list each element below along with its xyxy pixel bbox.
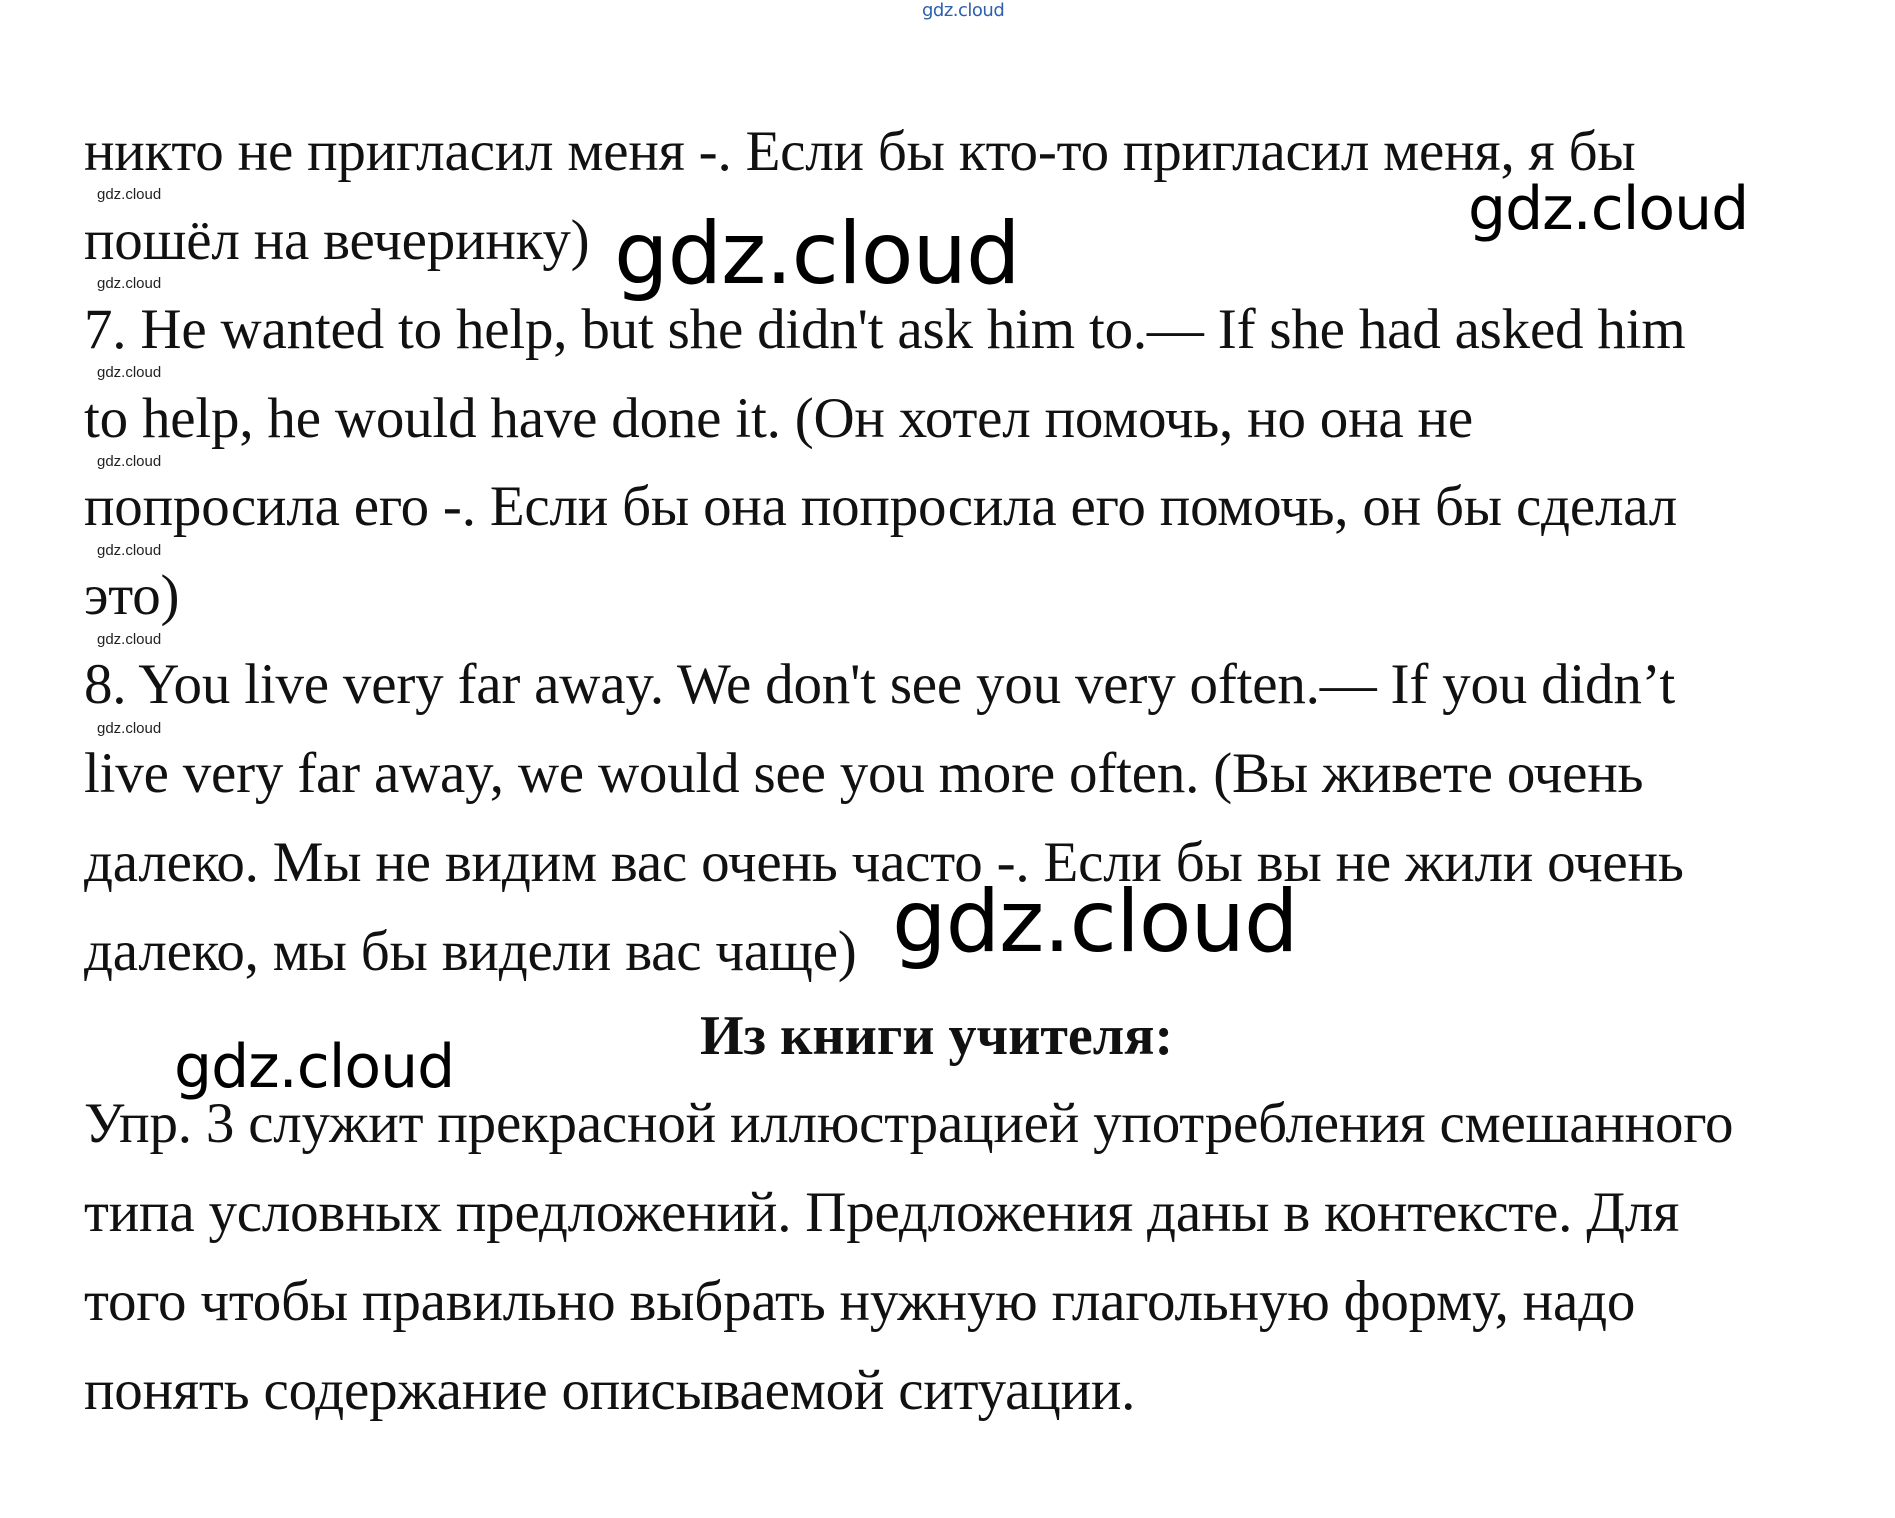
text-line: 7. He wanted to help, but she didn't ask him to.— If she had asked him xyxy=(84,298,1686,361)
watermark-small: gdz.cloud xyxy=(97,186,162,203)
paragraph-line: Упр. 3 служит прекрасной иллюстрацией употребления смешанного xyxy=(84,1092,1734,1155)
section-heading: Из книги учителя: xyxy=(700,1005,1174,1067)
watermark-large: gdz.cloud xyxy=(614,204,1020,304)
watermark-small: gdz.cloud xyxy=(97,720,162,737)
watermark-large: gdz.cloud xyxy=(892,872,1298,972)
text-line: пошёл на вечеринку) xyxy=(84,209,590,272)
text-line: далеко, мы бы видели вас чаще) xyxy=(84,920,857,983)
watermark-small: gdz.cloud xyxy=(97,542,162,559)
watermark-large: gdz.cloud xyxy=(174,1032,455,1102)
text-line: далеко. Мы не видим вас очень часто -. Если бы вы не жили очень xyxy=(84,831,1684,894)
text-line: to help, he would have done it. (Он хотел помочь, но она не xyxy=(84,387,1473,450)
watermark-large: gdz.cloud xyxy=(1468,174,1749,244)
watermark-small: gdz.cloud xyxy=(97,364,162,381)
watermark-small: gdz.cloud xyxy=(97,275,162,292)
top-watermark: gdz.cloud xyxy=(922,0,1005,21)
text-line: никто не пригласил меня -. Если бы кто-то пригласил меня, я бы xyxy=(84,120,1636,183)
paragraph-line: типа условных предложений. Предложения даны в контексте. Для xyxy=(84,1181,1680,1244)
watermark-small: gdz.cloud xyxy=(97,631,162,648)
paragraph-line: понять содержание описываемой ситуации. xyxy=(84,1359,1136,1422)
text-line: это) xyxy=(84,564,180,627)
text-line: 8. You live very far away. We don't see you very often.— If you didn’t xyxy=(84,653,1676,716)
watermark-small: gdz.cloud xyxy=(97,453,162,470)
text-line: попросила его -. Если бы она попросила его помочь, он бы сделал xyxy=(84,475,1678,538)
paragraph-line: того чтобы правильно выбрать нужную глагольную форму, надо xyxy=(84,1270,1636,1333)
text-line: live very far away, we would see you more often. (Вы живете очень xyxy=(84,742,1644,805)
